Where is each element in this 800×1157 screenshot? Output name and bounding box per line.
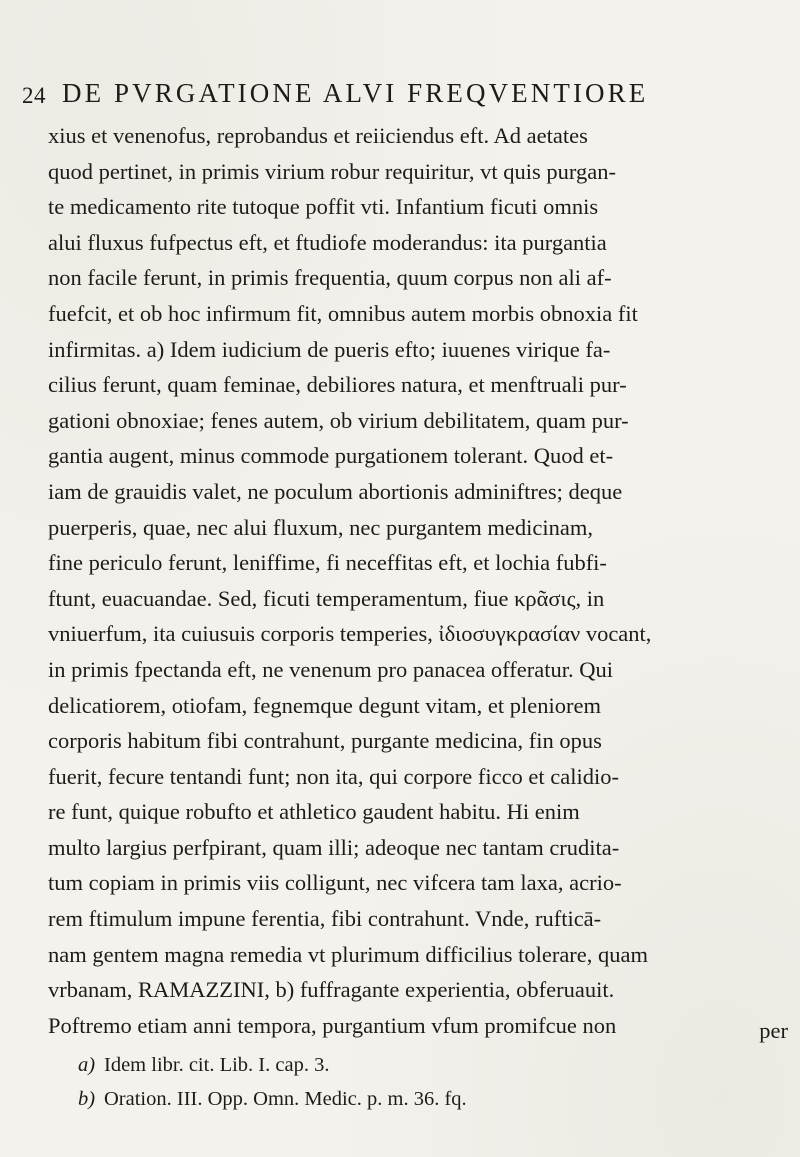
text-line: non facile ferunt, in primis frequentia, quum corpus non ali af-	[48, 265, 612, 291]
text-line: ftunt, euacuandae. Sed, ficuti temperamentum, fiue κρᾶσις, in	[48, 585, 605, 611]
text-line: rem ftimulum impune ferentia, fibi contrahunt. Vnde, rufticā-	[48, 906, 602, 932]
footnote-marker: a)	[78, 1054, 96, 1076]
footnote	[78, 1048, 778, 1082]
text-line: infirmitas. a) Idem iudicium de pueris efto; iuuenes virique fa-	[48, 336, 611, 362]
running-head: DE PVRGATIONE ALVI FREQVENTIORE	[62, 78, 649, 108]
text-line: cilius ferunt, quam feminae, debiliores natura, et menftruali pur-	[48, 372, 627, 398]
text-line: tum copiam in primis viis colligunt, nec vifcera tam laxa, acrio-	[48, 870, 622, 896]
text-line: alui fluxus fufpectus eft, et ftudiofe moderandus: ita purgantia	[48, 229, 607, 255]
footnotes	[78, 1048, 778, 1116]
text-line: fuerit, fecure tentandi funt; non ita, qui corpore ficco et calidio-	[48, 763, 620, 789]
text-line: puerperis, quae, nec alui fluxum, nec purgantem medicinam,	[48, 514, 594, 540]
text-line: Poftremo etiam anni tempora, purgantium vfum promifcue non	[48, 1012, 617, 1038]
text-line: iam de grauidis valet, ne poculum abortionis adminiftres; deque	[48, 478, 623, 504]
text-line: gantia augent, minus commode purgationem tolerant. Quod et-	[48, 443, 614, 469]
text-line: nam gentem magna remedia vt plurimum difficilius tolerare, quam	[48, 941, 649, 967]
page-header	[22, 78, 782, 114]
footnote-marker: b)	[78, 1088, 96, 1110]
text-line: multo largius perfpirant, quam illi; adeoque nec tantam crudita-	[48, 834, 620, 860]
footnote-text: Idem libr. cit. Lib. I. cap. 3.	[104, 1054, 330, 1076]
footnote-text: Oration. III. Opp. Omn. Medic. p. m. 36. fq.	[104, 1088, 467, 1110]
text-line: te medicamento rite tutoque poffit vti. Infantium ficuti omnis	[48, 194, 599, 220]
text-line: gationi obnoxiae; fenes autem, ob virium debilitatem, quam pur-	[48, 407, 629, 433]
text-line: re funt, quique robufto et athletico gaudent habitu. Hi enim	[48, 799, 580, 825]
text-line: vrbanam, RAMAZZINI, b) fuffragante experientia, obferuauit.	[48, 977, 615, 1003]
text-line: quod pertinet, in primis virium robur requiritur, vt quis purgan-	[48, 158, 616, 184]
catchword: per	[759, 1018, 788, 1043]
text-line: fine periculo ferunt, leniffime, fi neceffitas eft, et lochia fubfi-	[48, 550, 607, 576]
page-number: 24	[22, 83, 46, 108]
text-line: corporis habitum fibi contrahunt, purgante medicina, fin opus	[48, 728, 602, 754]
text-line: in primis fpectanda eft, ne venenum pro panacea offeratur. Qui	[48, 656, 613, 682]
text-line: delicatiorem, otiofam, fegnemque degunt vitam, et pleniorem	[48, 692, 601, 718]
text-line: xius et venenofus, reprobandus et reiiciendus eft. Ad aetates	[48, 123, 588, 148]
text-line: fuefcit, et ob hoc infirmum fit, omnibus autem morbis obnoxia fit	[48, 300, 638, 326]
text-line: vniuerfum, ita cuiusuis corporis temperies, ἰδιοσυγκρασίαν vocant,	[48, 621, 652, 647]
catchword-row	[48, 1016, 788, 1046]
footnote	[78, 1082, 778, 1116]
body-text	[48, 118, 788, 1036]
